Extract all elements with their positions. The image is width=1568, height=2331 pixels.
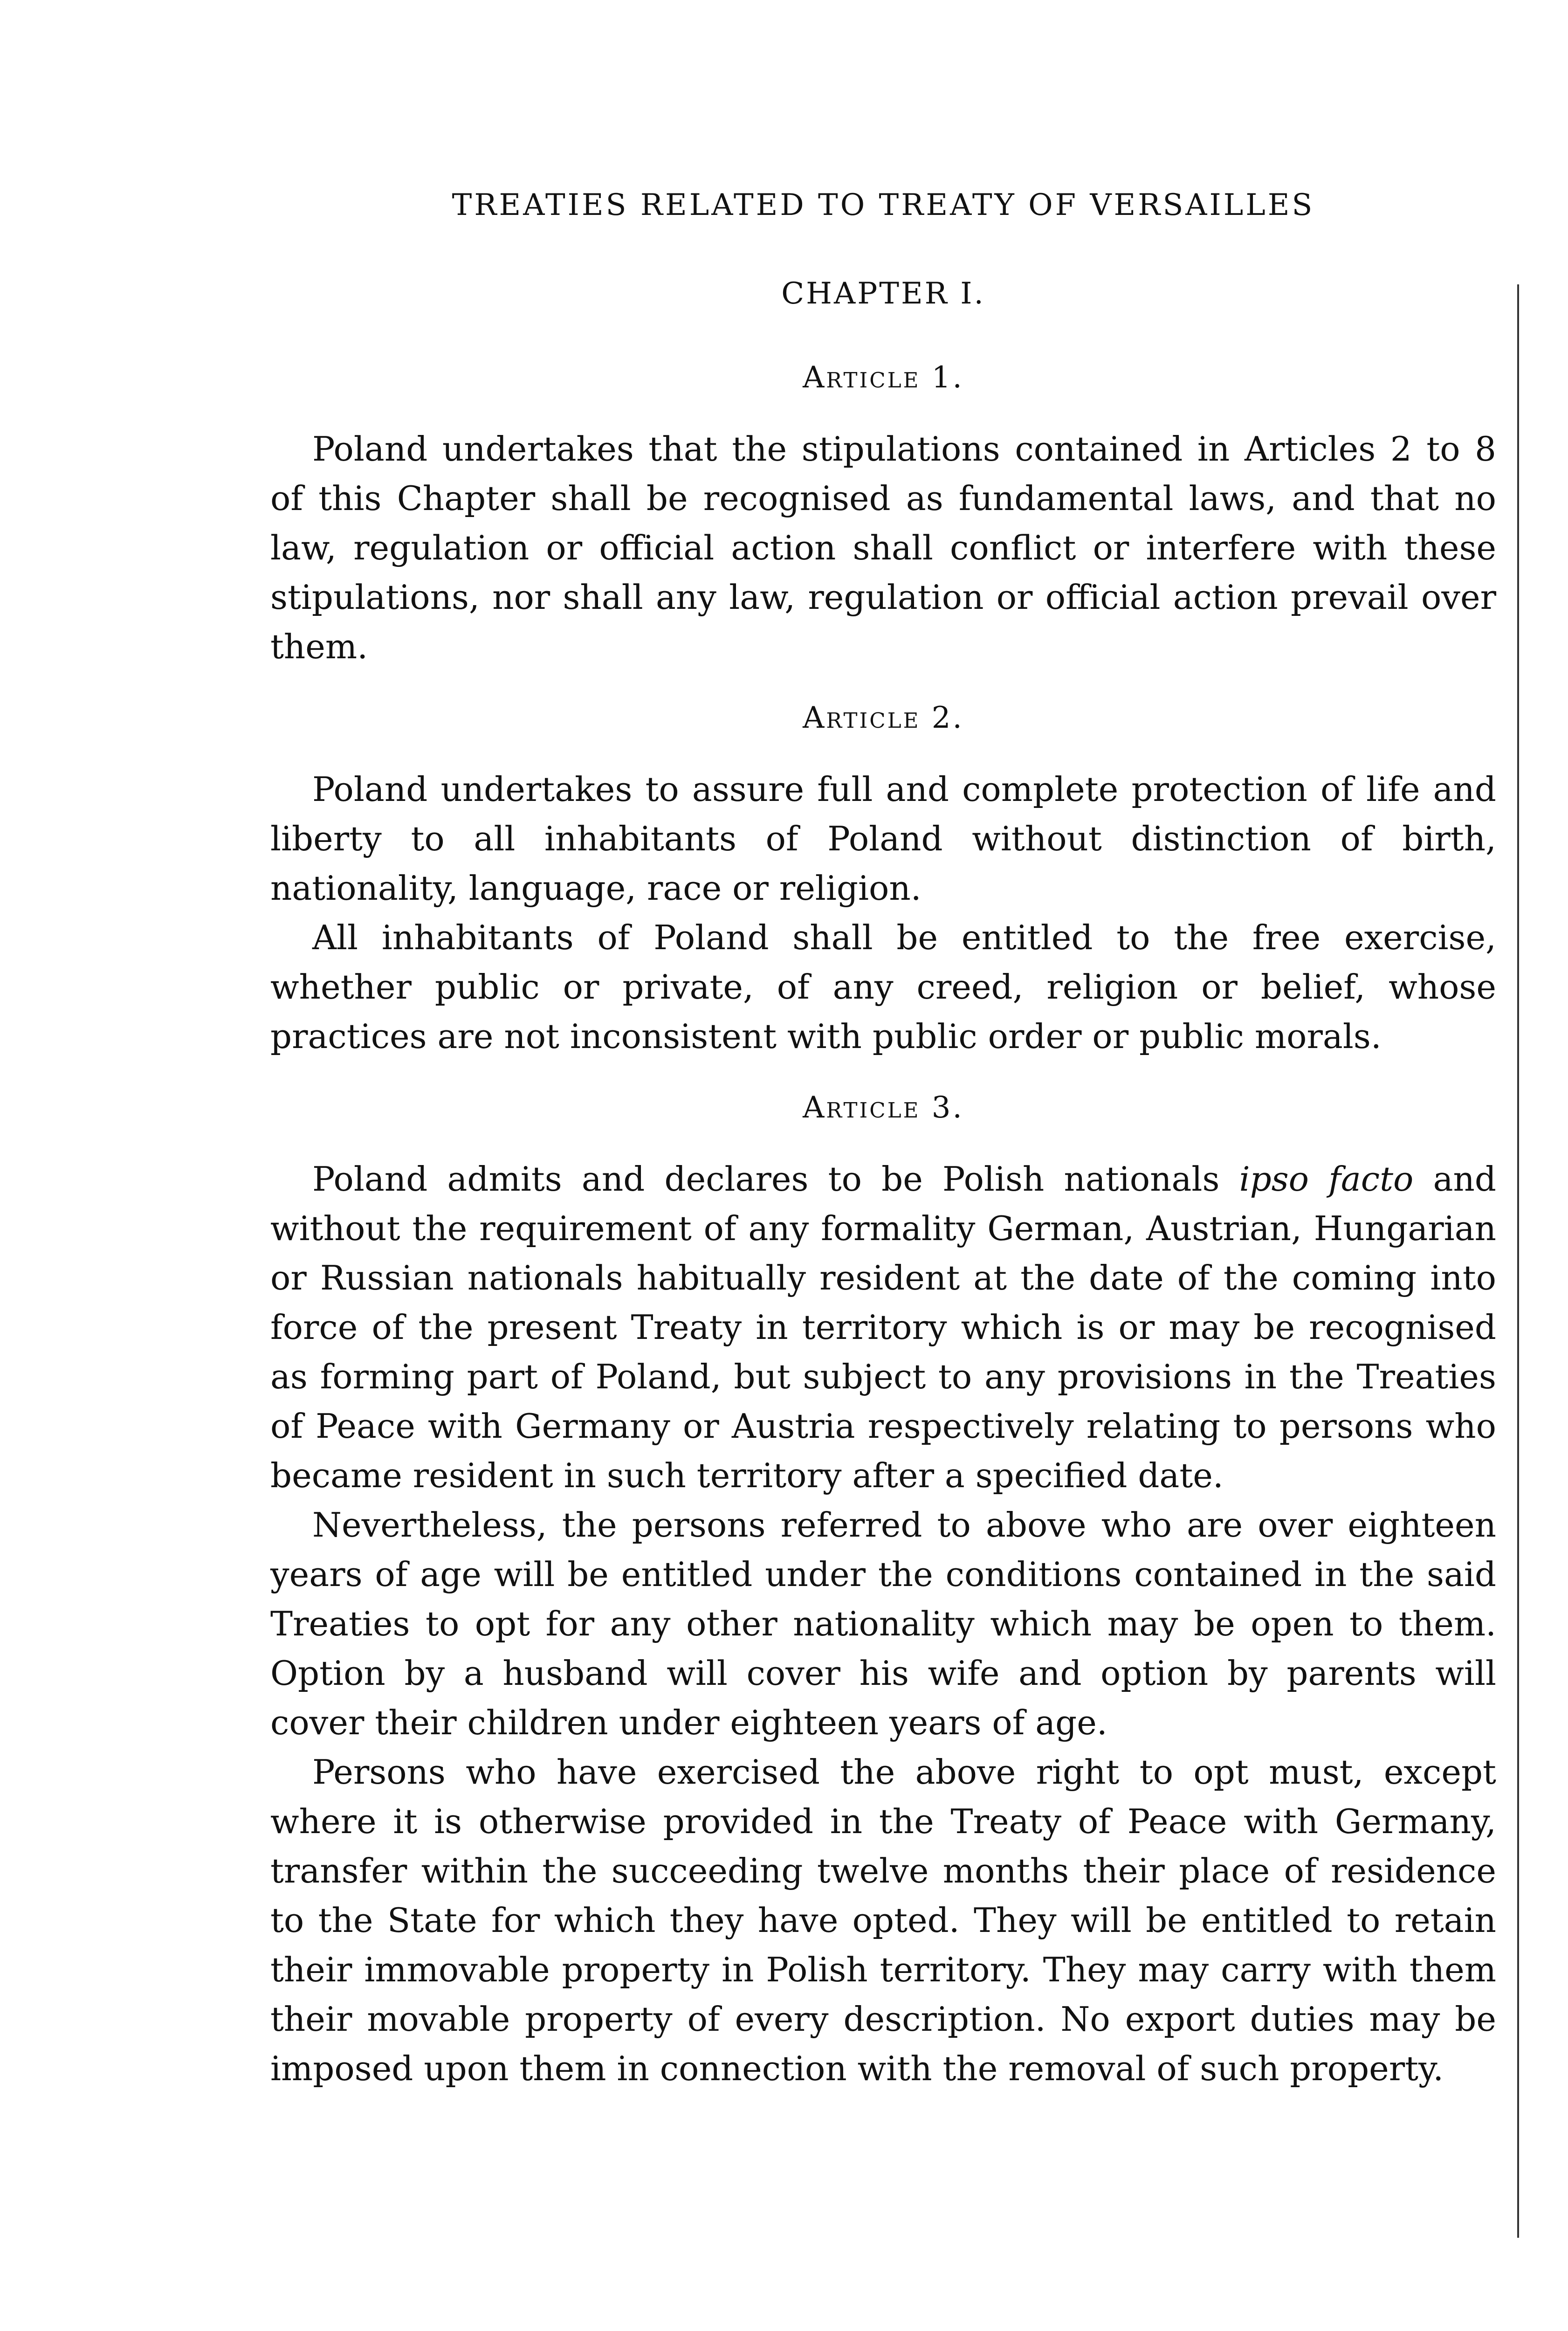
article-1 [270,359,1496,671]
article-2-paragraph-1: Poland undertakes to assure full and complete protection of life and liberty to all inhabitants of Poland without distinction of birth, nationality, language, race or religion. [270,770,1496,908]
text-run: Poland admits and declares to be Polish nationals [312,1159,1239,1199]
article-heading: Article 3. [803,1090,964,1125]
article-heading: Article 2. [803,701,964,735]
document-page [270,186,1496,2121]
article-2 [270,699,1496,1061]
article-1-paragraph-1: Poland undertakes that the stipulations contained in Articles 2 to 8 of this Chapter shall be recognised as fundamental laws, and that no law, regulation or official action shall conflict or interfere with these stipulations, nor shall any law, regulation or official action prevail over them. [270,429,1496,666]
article-3 [270,1089,1496,2093]
margin-rule [1517,284,1519,2238]
italic-phrase: ipso facto [1239,1159,1414,1199]
article-3-paragraph-1 [270,1154,1496,1500]
text-run: and without the requirement of any formality German, Austrian, Hungarian or Russian nationals habitually resident at the date of the coming into force of the present Treaty in territory which is or may be recognised as forming part of Poland, but subject to any provisions in the Treaties of Peace with Germany or Austria respectively relating to persons who became resident in such territory after a specified date. [270,1159,1496,1495]
running-head: TREATIES RELATED TO TREATY OF VERSAILLES [452,188,1315,222]
article-3-paragraph-3: Persons who have exercised the above right to opt must, except where it is otherwise provided in the Treaty of Peace with Germany, transfer within the succeeding twelve months their place of residence to the State for which they have opted. They will be entitled to retain their immovable property in Polish territory. They may carry with them their movable property of every description. No export duties may be imposed upon them in connection with the removal of such property. [270,1752,1496,2088]
article-2-paragraph-2: All inhabitants of Poland shall be entitled to the free exercise, whether public or private, of any creed, religion or belief, whose practices are not inconsistent with public order or public morals. [270,918,1496,1056]
chapter-title: CHAPTER I. [781,276,985,311]
article-3-paragraph-2: Nevertheless, the persons referred to above who are over eighteen years of age will be entitled under the conditions contained in the said Treaties to opt for any other nationality which may be open to them. Option by a husband will cover his wife and option by parents will cover their children under eighteen years of age. [270,1505,1496,1742]
article-heading: Article 1. [803,360,964,395]
